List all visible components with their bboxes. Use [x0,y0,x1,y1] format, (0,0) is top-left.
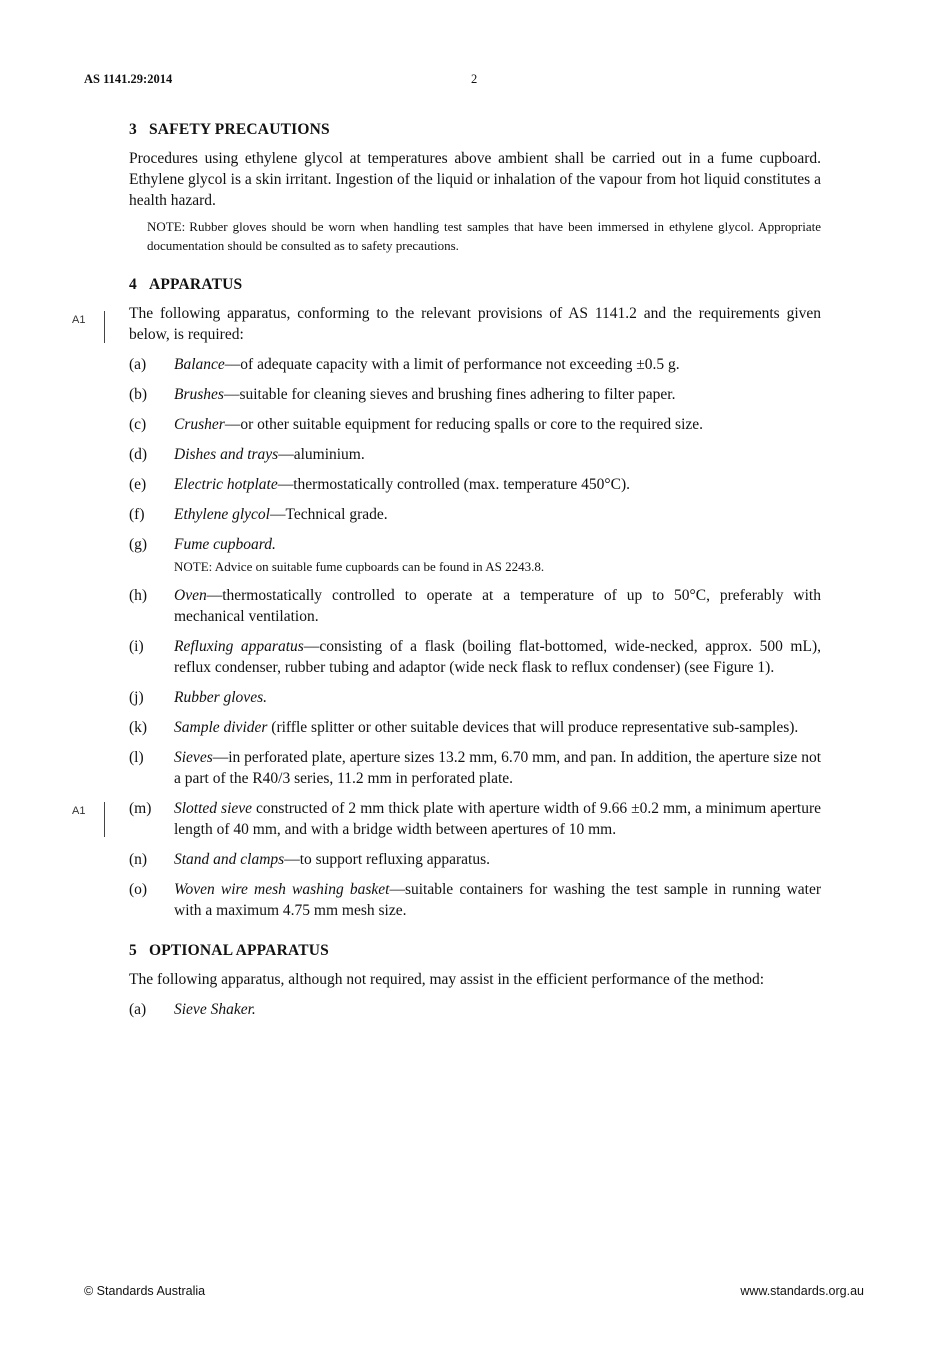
item-term: Ethylene glycol [174,506,270,523]
item-term: Rubber gloves. [174,689,267,706]
item-term: Refluxing apparatus [174,638,304,655]
item-term: Woven wire mesh washing basket [174,881,390,898]
item-letter: (g) [129,536,148,553]
list-item [129,354,821,375]
section-4-intro: The following apparatus, conforming to the relevant provisions of AS 1141.2 and the requirements given below, is required: [129,305,821,343]
list-item [129,849,821,870]
optional-apparatus-list [129,999,821,1020]
item-term: Stand and clamps [174,851,285,868]
amendment-bar [104,311,105,343]
section-3-heading: 3 SAFETY PRECAUTIONS [129,121,330,138]
section-4-heading: 4 APPARATUS [129,276,243,293]
item-text: —suitable containers for washing the test sample in running water with a maximum 4.75 mm mesh size. [174,881,822,919]
item-letter: (m) [129,800,152,817]
item-letter: (e) [129,476,147,493]
item-term: Dishes and trays [174,446,279,463]
page-number: 2 [471,72,478,86]
list-item [129,474,821,495]
item-term: Slotted sieve [174,800,253,817]
item-term: Sieve Shaker. [174,1001,256,1018]
item-term: Brushes [174,386,224,403]
item-letter: (a) [129,356,147,373]
item-text: —or other suitable equipment for reducing spalls or core to the required size. [224,416,704,433]
document-body [129,121,821,1029]
item-text: —of adequate capacity with a limit of performance not exceeding ±0.5 g. [224,356,680,373]
list-item [129,384,821,405]
list-item [129,585,821,627]
item-term: Balance [174,356,225,373]
item-text: —thermostatically controlled (max. temperature 450°C). [277,476,630,493]
list-item [129,717,821,738]
item-text: (riffle splitter or other suitable devices that will produce representative sub-samples). [267,719,799,736]
item-term: Crusher [174,416,225,433]
item-letter: (c) [129,416,147,433]
item-text: —consisting of a flask (boiling flat-bottomed, wide-necked, approx. 500 mL), reflux condenser, rubber tubing and adaptor (wide neck flask to reflux condenser) (see Figure 1). [174,638,821,676]
item-text: constructed of 2 mm thick plate with aperture width of 9.66 ±0.2 mm, a minimum aperture length of 40 mm, and with a bridge width between apertures of 10 mm. [174,800,821,838]
item-letter: (a) [129,1001,147,1018]
item-note: NOTE: Advice on suitable fume cupboards can be found in AS 2243.8. [174,559,545,574]
item-letter: (k) [129,719,148,736]
item-letter: (d) [129,446,148,463]
list-item [129,414,821,435]
list-item [129,636,821,678]
item-text: —suitable for cleaning sieves and brushing fines adhering to filter paper. [223,386,676,403]
apparatus-list [129,354,821,921]
item-letter: (j) [129,689,144,706]
item-text: —aluminium. [278,446,365,463]
footer-copyright: © Standards Australia [84,1284,206,1298]
list-item [129,747,821,789]
list-item [129,999,821,1020]
item-term: Sieves [174,749,213,766]
item-text: —in perforated plate, aperture sizes 13.2 mm, 6.70 mm, and pan. In addition, the aperture size not a part of the R40/3 series, 11.2 mm in perforated plate. [174,749,821,787]
section-3-text: Procedures using ethylene glycol at temperatures above ambient shall be carried out in a fume cupboard. Ethylene glycol is a skin irritant. Ingestion of the liquid or inhalation of the vapour from hot liquid constitutes a health hazard. [129,150,821,209]
item-text: —thermostatically controlled to operate at a temperature of up to 50°C, preferably with mechanical ventilation. [174,587,821,625]
item-term: Oven [174,587,207,604]
list-item [129,504,821,525]
list-item [129,534,821,576]
footer-website: www.standards.org.au [740,1284,864,1298]
standard-id: AS 1141.29:2014 [84,72,173,86]
section-5-intro: The following apparatus, although not required, may assist in the efficient performance of the method: [129,971,765,988]
item-letter: (l) [129,749,144,766]
section-5-heading: 5 OPTIONAL APPARATUS [129,942,329,959]
amendment-bar [104,802,105,837]
list-item [129,444,821,465]
list-item [129,798,821,840]
item-text: —to support refluxing apparatus. [284,851,490,868]
section-3-note: NOTE: Rubber gloves should be worn when handling test samples that have been immersed in ethylene glycol. Appropriate documentation should be consulted as to safety precautions. [147,219,821,253]
item-letter: (i) [129,638,144,655]
list-item [129,879,821,921]
item-text: —Technical grade. [269,506,388,523]
amendment-marker: A1 [72,314,86,326]
item-term: Electric hotplate [174,476,278,493]
item-letter: (b) [129,386,148,403]
item-letter: (f) [129,506,145,523]
item-term: Sample divider [174,719,268,736]
item-term: Fume cupboard. [174,536,276,553]
item-letter: (o) [129,881,148,898]
list-item [129,687,821,708]
item-letter: (n) [129,851,148,868]
item-letter: (h) [129,587,148,604]
amendment-marker: A1 [72,805,86,817]
